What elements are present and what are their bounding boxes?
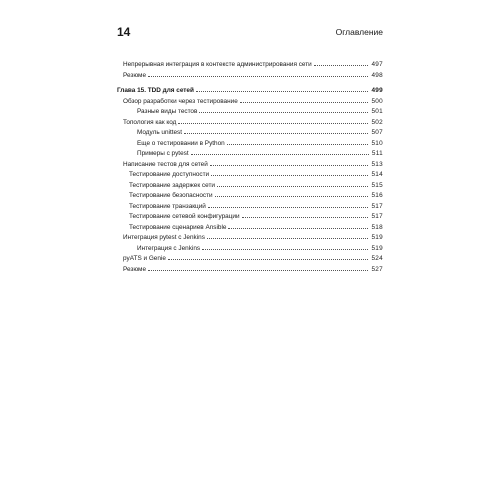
dot-leader	[191, 154, 369, 155]
dot-leader	[207, 238, 369, 239]
page-number: 14	[117, 25, 131, 39]
toc-entry-title: Интеграция pytest с Jenkins	[123, 234, 205, 241]
toc-entry[interactable]	[117, 212, 383, 223]
running-head: Оглавление	[335, 27, 383, 37]
dot-leader	[211, 175, 368, 176]
toc-entry-page: 519	[371, 234, 383, 241]
dot-leader	[240, 102, 369, 103]
toc-entry[interactable]	[117, 71, 383, 82]
toc-entry-page: 498	[371, 71, 383, 79]
dot-leader	[242, 217, 369, 218]
dot-leader	[215, 196, 369, 197]
toc-entry[interactable]	[117, 223, 383, 234]
dot-leader	[199, 112, 368, 113]
dot-leader	[196, 91, 369, 92]
toc-entry-title: Обзор разработки через тестирование	[123, 97, 238, 105]
toc-entry-title: Примеры с pytest	[137, 150, 189, 157]
toc-entry-page: 507	[371, 129, 383, 136]
toc-entry-page: 517	[371, 202, 383, 210]
toc-entry[interactable]	[117, 233, 383, 244]
dot-leader	[148, 76, 368, 77]
toc-entry-title: Тестирование задержек сети	[129, 181, 215, 189]
toc-entry-title: Интеграция с Jenkins	[137, 244, 201, 252]
toc-entry-page: 499	[371, 87, 383, 94]
toc-entry-title: Еще о тестировании в Python	[137, 139, 225, 147]
toc-entry[interactable]	[117, 181, 383, 192]
dot-leader	[210, 165, 369, 166]
toc-chapter-entry[interactable]	[117, 86, 383, 97]
toc-entry-page: 518	[371, 223, 383, 231]
toc-entry-page: 502	[371, 118, 383, 126]
toc-entry-title: Тестирование транзакций	[129, 202, 206, 210]
toc-entry-title: Разные виды тестов	[137, 108, 198, 115]
toc-entry-page: 524	[371, 255, 383, 262]
table-of-contents	[117, 60, 383, 275]
toc-entry-title: Глава 15. TDD для сетей	[117, 87, 194, 94]
dot-leader	[184, 133, 368, 134]
toc-entry-page: 511	[371, 150, 383, 157]
toc-entry[interactable]	[117, 118, 383, 129]
toc-entry[interactable]	[117, 244, 383, 255]
toc-entry[interactable]	[117, 97, 383, 108]
toc-entry[interactable]	[117, 160, 383, 171]
dot-leader	[227, 144, 369, 145]
dot-leader	[208, 207, 369, 208]
toc-entry[interactable]	[117, 149, 383, 160]
toc-entry-page: 515	[371, 181, 383, 189]
dot-leader	[168, 259, 369, 260]
toc-entry-page: 514	[371, 171, 383, 178]
toc-entry-page: 517	[371, 213, 383, 220]
toc-entry-title: Топология как код	[123, 118, 177, 126]
toc-entry-page: 501	[371, 108, 383, 115]
toc-entry-page: 519	[371, 244, 383, 252]
toc-entry-page: 516	[371, 192, 383, 199]
toc-entry-title: Тестирование сетевой конфигурации	[129, 213, 240, 220]
dot-leader	[178, 123, 368, 124]
toc-entry[interactable]	[117, 170, 383, 181]
toc-entry-page: 497	[371, 61, 383, 68]
toc-entry-title: Тестирование доступности	[129, 171, 210, 178]
toc-entry[interactable]	[117, 265, 383, 276]
toc-entry-page: 500	[371, 97, 383, 105]
toc-entry[interactable]	[117, 202, 383, 213]
toc-entry-title: Написание тестов для сетей	[123, 160, 208, 168]
toc-entry-title: Резюме	[123, 265, 146, 273]
dot-leader	[217, 186, 368, 187]
dot-leader	[148, 270, 368, 271]
toc-entry-page: 527	[371, 265, 383, 273]
toc-entry-title: pyATS и Genie	[123, 255, 166, 262]
dot-leader	[228, 228, 368, 229]
toc-entry-title: Резюме	[123, 71, 146, 79]
toc-entry-title: Непрерывная интеграция в контексте администрирования сети	[123, 61, 312, 68]
dot-leader	[202, 249, 368, 250]
toc-entry[interactable]	[117, 139, 383, 150]
toc-entry-title: Тестирование сценариев Ansible	[129, 223, 227, 231]
toc-entry-title: Модуль unittest	[137, 129, 183, 136]
toc-entry[interactable]	[117, 107, 383, 118]
toc-entry[interactable]	[117, 60, 383, 71]
dot-leader	[314, 65, 369, 66]
toc-entry[interactable]	[117, 254, 383, 265]
toc-entry[interactable]	[117, 128, 383, 139]
toc-entry-title: Тестирование безопасности	[129, 192, 213, 199]
toc-entry-page: 513	[371, 160, 383, 168]
toc-entry[interactable]	[117, 191, 383, 202]
toc-entry-page: 510	[371, 139, 383, 147]
